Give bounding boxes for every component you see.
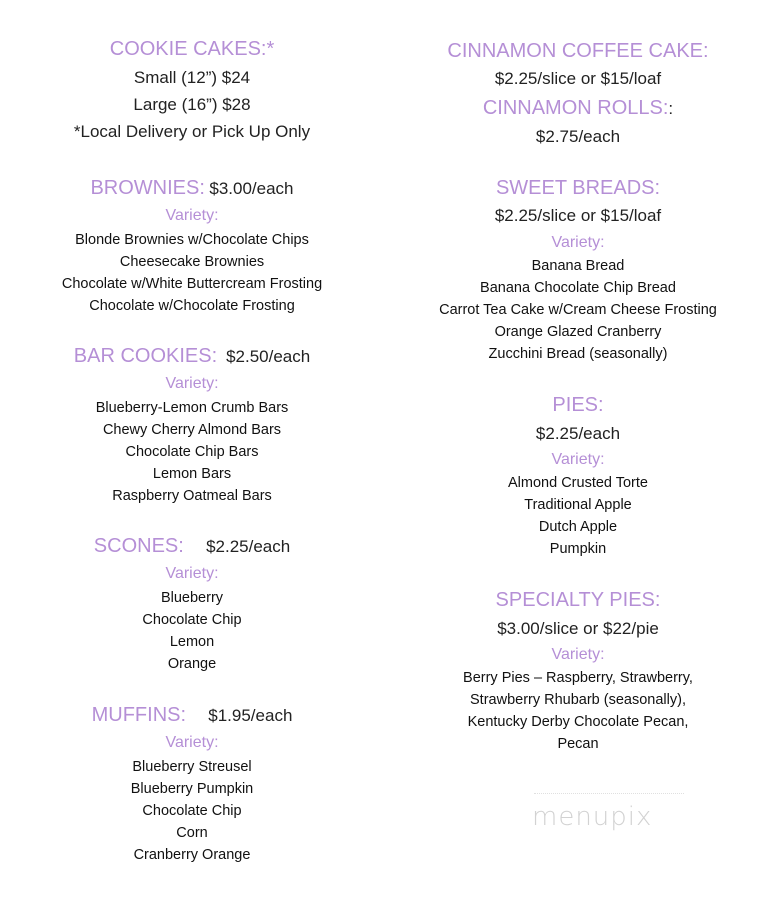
muffins-item: Cranberry Orange xyxy=(133,847,251,863)
scones-heading: SCONES: xyxy=(93,535,184,557)
pies-heading: PIES: xyxy=(552,394,604,416)
muffins-item: Corn xyxy=(176,825,208,841)
brownies-header xyxy=(0,177,384,200)
specialty-pies-item: Kentucky Derby Chocolate Pecan, xyxy=(467,714,689,730)
sweet-breads-item: Zucchini Bread (seasonally) xyxy=(488,346,668,362)
bar-cookies-header xyxy=(0,345,384,368)
sweet-breads-item: Orange Glazed Cranberry xyxy=(494,324,662,340)
pies-item: Traditional Apple xyxy=(524,497,632,513)
sweet-breads-variety-label: Variety: xyxy=(551,234,605,251)
specialty-pies-variety-label: Variety: xyxy=(551,646,605,663)
brownies-heading: BROWNIES: xyxy=(90,177,205,199)
cookie-cakes-large: Large (16”) $28 xyxy=(133,95,251,114)
scones-item: Orange xyxy=(167,656,217,672)
pies-item: Almond Crusted Torte xyxy=(508,475,648,491)
cookie-cakes-small: Small (12”) $24 xyxy=(133,68,251,87)
bar-cookies-item: Raspberry Oatmeal Bars xyxy=(112,488,272,504)
bar-cookies-price: $2.50/each xyxy=(226,347,311,366)
pies-price: $2.25/each xyxy=(535,424,621,443)
muffins-heading: MUFFINS: xyxy=(91,704,187,726)
bar-cookies-item: Chocolate Chip Bars xyxy=(125,444,259,460)
rolls-header xyxy=(386,97,768,120)
pies-item: Dutch Apple xyxy=(538,519,618,535)
muffins-variety-label: Variety: xyxy=(165,734,219,751)
bar-cookies-item: Blueberry-Lemon Crumb Bars xyxy=(95,400,289,416)
brownies-item: Chocolate w/White Buttercream Frosting xyxy=(61,276,323,292)
specialty-pies-item: Berry Pies – Raspberry, Strawberry, xyxy=(463,670,693,686)
muffins-price: $1.95/each xyxy=(208,706,293,725)
scones-price: $2.25/each xyxy=(206,537,291,556)
muffins-header xyxy=(0,704,384,727)
brownies-item: Cheesecake Brownies xyxy=(119,254,265,270)
muffins-item: Blueberry Pumpkin xyxy=(130,781,254,797)
sweet-breads-price: $2.25/slice or $15/loaf xyxy=(494,206,662,225)
muffins-item: Blueberry Streusel xyxy=(132,759,252,775)
muffins-item: Chocolate Chip xyxy=(142,803,242,819)
scones-item: Chocolate Chip xyxy=(142,612,242,628)
specialty-pies-price: $3.00/slice or $22/pie xyxy=(497,619,659,638)
sweet-breads-heading: SWEET BREADS: xyxy=(495,177,661,199)
specialty-pies-item: Pecan xyxy=(557,736,599,752)
coffee-cake-heading: CINNAMON COFFEE CAKE: xyxy=(447,40,709,62)
sweet-breads-item: Banana Bread xyxy=(531,258,625,274)
coffee-cake-price: $2.25/slice or $15/loaf xyxy=(494,69,662,88)
sweet-breads-item: Banana Chocolate Chip Bread xyxy=(480,280,676,296)
brownies-price: $3.00/each xyxy=(209,179,294,198)
scones-item: Lemon xyxy=(169,634,215,650)
bar-cookies-item: Chewy Cherry Almond Bars xyxy=(102,422,282,438)
brownies-variety-label: Variety: xyxy=(165,207,219,224)
specialty-pies-heading: SPECIALTY PIES: xyxy=(495,589,661,611)
watermark-divider xyxy=(534,793,684,794)
pies-variety-label: Variety: xyxy=(551,451,605,468)
sweet-breads-item: Carrot Tea Cake w/Cream Cheese Frosting xyxy=(439,302,717,318)
scones-item: Blueberry xyxy=(160,590,224,606)
scones-variety-label: Variety: xyxy=(165,565,219,582)
rolls-heading: CINNAMON ROLLS: xyxy=(482,97,669,119)
cookie-cakes-heading: COOKIE CAKES:* xyxy=(109,38,275,60)
pies-item: Pumpkin xyxy=(549,541,607,557)
scones-header xyxy=(0,535,384,558)
cookie-cakes-note: *Local Delivery or Pick Up Only xyxy=(73,122,311,141)
rolls-price: $2.75/each xyxy=(535,127,621,146)
bar-cookies-item: Lemon Bars xyxy=(152,466,232,482)
menupix-watermark: menupix xyxy=(532,802,653,832)
bar-cookies-variety-label: Variety: xyxy=(165,375,219,392)
bar-cookies-heading: BAR COOKIES: xyxy=(73,345,218,367)
brownies-item: Blonde Brownies w/Chocolate Chips xyxy=(75,232,309,248)
brownies-item: Chocolate w/Chocolate Frosting xyxy=(89,298,295,314)
rolls-heading-suffix: : xyxy=(668,99,674,118)
specialty-pies-item: Strawberry Rhubarb (seasonally), xyxy=(470,692,686,708)
